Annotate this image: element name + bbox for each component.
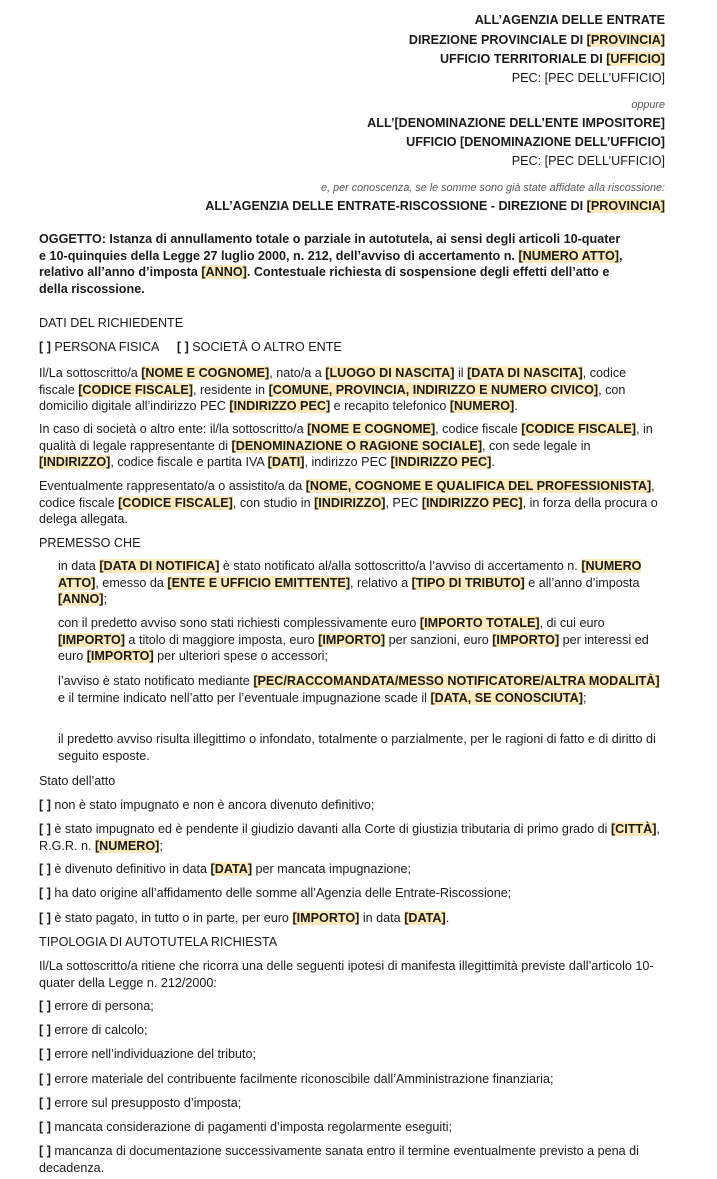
placeholder[interactable]: [ENTE E UFFICIO EMITTENTE]: [167, 575, 351, 590]
placeholder[interactable]: [IMPORTO TOTALE]: [419, 616, 540, 630]
premessa-item-3: l’avviso è stato notificato mediante [PEC/RACCOMANDATA/MESSO NOTIFICATORE/ALTRA MODALITÀ] e il termine indicato nell’atto per l’eventuale impugnazione scade il [DATA, SE CONOSCIUTA];: [58, 674, 660, 705]
placeholder[interactable]: [DENOMINAZIONE O RAGIONE SOCIALE]: [231, 438, 483, 453]
alt-recipient-line-2: UFFICIO [DENOMINAZIONE DELL’UFFICIO]: [406, 135, 665, 149]
placeholder[interactable]: [DATA DI NOTIFICA]: [99, 559, 220, 573]
stato-option-4: [ ] ha dato origine all’affidamento delle somme all’Agenzia delle Entrate-Riscossione;: [39, 886, 512, 900]
placeholder[interactable]: [IMPORTO]: [86, 649, 154, 663]
checkbox[interactable]: [ ]: [39, 862, 51, 876]
checkbox[interactable]: [ ]: [39, 798, 51, 812]
placeholder[interactable]: [DATA DI NASCITA]: [467, 366, 583, 380]
recipient-pec: PEC: [PEC DELL’UFFICIO]: [511, 71, 665, 85]
placeholder[interactable]: [DATA]: [210, 862, 253, 876]
placeholder[interactable]: [INDIRIZZO PEC]: [421, 495, 523, 510]
placeholder[interactable]: [DATI]: [267, 455, 305, 469]
checkbox[interactable]: [ ]: [39, 1047, 51, 1061]
placeholder[interactable]: [NUMERO]: [449, 399, 515, 413]
stato-option-2: [ ] è stato impugnato ed è pendente il giudizio davanti alla Corte di giustizia tributaria di primo grado di [CITTÀ], R.G.R. n. [NUMERO];: [39, 822, 660, 853]
checkbox[interactable]: [ ]: [39, 1096, 51, 1110]
paragraph-professionista: Eventualmente rappresentato/a o assistito/a da [NOME, COGNOME E QUALIFICA DEL PROFESSIONISTA], codice fiscale [CODICE FISCALE], con studio in [INDIRIZZO], PEC [INDIRIZZO PEC], in forza della procura o delega allegata.: [39, 479, 658, 526]
checkbox[interactable]: [ ]: [39, 1120, 51, 1134]
placeholder[interactable]: [TIPO DI TRIBUTO]: [411, 575, 525, 590]
placeholder[interactable]: [NUMERO]: [94, 838, 160, 853]
checkbox[interactable]: [ ]: [39, 1144, 51, 1158]
placeholder[interactable]: [NOME E COGNOME]: [307, 422, 436, 436]
placeholder[interactable]: [CODICE FISCALE]: [521, 422, 637, 436]
recipient-line-1: ALL’AGENZIA DELLE ENTRATE: [474, 13, 665, 27]
placeholder[interactable]: [INDIRIZZO]: [314, 495, 386, 510]
riscossione-recipient: ALL’AGENZIA DELLE ENTRATE-RISCOSSIONE - DIREZIONE DI [PROVINCIA]: [205, 199, 665, 213]
checkbox[interactable]: [ ]: [39, 911, 51, 925]
tipologia-option-6: [ ] mancata considerazione di pagamenti d’imposta regolarmente eseguiti;: [39, 1120, 453, 1134]
alt-recipient-line-1: ALL’[DENOMINAZIONE DELL’ENTE IMPOSITORE]: [367, 116, 665, 130]
placeholder[interactable]: [IMPORTO]: [58, 632, 125, 647]
placeholder-provincia[interactable]: [PROVINCIA]: [586, 33, 665, 47]
placeholder-anno[interactable]: [ANNO]: [201, 265, 247, 279]
placeholder[interactable]: [NOME E COGNOME]: [141, 366, 270, 380]
stato-option-5: [ ] è stato pagato, in tutto o in parte, per euro [IMPORTO] in data [DATA].: [39, 911, 450, 925]
tipologia-option-5: [ ] errore sul presupposto d’imposta;: [39, 1096, 242, 1110]
placeholder[interactable]: [INDIRIZZO PEC]: [229, 399, 331, 413]
stato-option-3: [ ] è divenuto definitivo in data [DATA] per mancata impugnazione;: [39, 862, 411, 876]
placeholder[interactable]: [CODICE FISCALE]: [78, 382, 193, 397]
section-heading-stato: Stato dell’atto: [39, 774, 116, 788]
section-heading-premesso: PREMESSO CHE: [39, 536, 141, 550]
stato-option-1: [ ] non è stato impugnato e non è ancora divenuto definitivo;: [39, 798, 375, 812]
placeholder[interactable]: [CODICE FISCALE]: [118, 495, 233, 510]
checkbox-societa[interactable]: [ ]: [176, 340, 189, 354]
placeholder[interactable]: [IMPORTO]: [492, 632, 560, 647]
recipient-line-2: DIREZIONE PROVINCIALE DI [PROVINCIA]: [408, 33, 665, 47]
checkbox[interactable]: [ ]: [39, 999, 51, 1013]
placeholder[interactable]: [INDIRIZZO]: [39, 455, 111, 469]
oggetto: OGGETTO: Istanza di annullamento totale o parziale in autotutela, ai sensi degli articoli 10-quater e 10-quinquies della Legge 27 luglio 2000, n. 212, dell’avviso di accertamento n. [NUMERO ATTO], relativo all’anno d’imposta [ANNO]. Contestuale richiesta di sospensione degli effetti dell’atto e della riscossione.: [39, 232, 623, 296]
tipologia-intro: Il/La sottoscritto/a ritiene che ricorra una delle seguenti ipotesi di manifesta illegittimità previste dall’articolo 10-quater della Legge n. 212/2000:: [39, 959, 654, 990]
checkbox[interactable]: [ ]: [39, 1023, 51, 1037]
tipologia-option-2: [ ] errore di calcolo;: [39, 1023, 148, 1037]
placeholder[interactable]: [LUOGO DI NASCITA]: [325, 366, 455, 380]
placeholder[interactable]: [PEC/RACCOMANDATA/MESSO NOTIFICATORE/ALTRA MODALITÀ]: [253, 674, 660, 688]
placeholder[interactable]: [IMPORTO]: [318, 632, 386, 647]
tipo-richiedente: [ ] PERSONA FISICA [ ] SOCIETÀ O ALTRO ENTE: [39, 340, 342, 354]
placeholder[interactable]: [CITTÀ]: [610, 822, 657, 836]
premessa-item-1: in data [DATA DI NOTIFICA] è stato notificato al/alla sottoscritto/a l’avviso di accertamento n. [NUMERO ATTO], emesso da [ENTE E UFFICIO EMITTENTE], relativo a [TIPO DI TRIBUTO] e all’anno d’imposta [ANNO];: [58, 559, 642, 606]
placeholder-provincia-riscossione[interactable]: [PROVINCIA]: [586, 199, 665, 213]
oppure-label: oppure: [631, 99, 665, 111]
tipologia-option-1: [ ] errore di persona;: [39, 999, 154, 1013]
recipient-line-3: UFFICIO TERRITORIALE DI [UFFICIO]: [439, 52, 665, 66]
tipologia-option-3: [ ] errore nell’individuazione del tributo;: [39, 1047, 257, 1061]
premessa-item-4: il predetto avviso risulta illegittimo o infondato, totalmente o parzialmente, per le ragioni di fatto e di diritto di seguito esposte.: [58, 732, 656, 763]
section-heading-dati: DATI DEL RICHIEDENTE: [39, 316, 184, 330]
premessa-item-2: con il predetto avviso sono stati richiesti complessivamente euro [IMPORTO TOTALE], di cui euro [IMPORTO] a titolo di maggiore imposta, euro [IMPORTO] per sanzioni, euro [IMPORTO] per interessi ed euro [IMPORTO] per ulteriori spese o accessori;: [58, 616, 649, 663]
tipologia-option-7: [ ] mancanza di documentazione successivamente sanata entro il termine eventualmente previsto a pena di decadenza.: [39, 1144, 639, 1175]
checkbox[interactable]: [ ]: [39, 886, 51, 900]
checkbox[interactable]: [ ]: [39, 822, 51, 836]
placeholder[interactable]: [DATA, SE CONOSCIUTA]: [430, 690, 583, 705]
alt-recipient-pec: PEC: [PEC DELL’UFFICIO]: [511, 154, 665, 168]
cc-note: e, per conoscenza, se le somme sono già state affidate alla riscossione:: [321, 182, 665, 194]
paragraph-persona-fisica: Il/La sottoscritto/a [NOME E COGNOME], nato/a a [LUOGO DI NASCITA] il [DATA DI NASCITA], codice fiscale [CODICE FISCALE], residente in [COMUNE, PROVINCIA, INDIRIZZO E NUMERO CIVICO], con domicilio digitale all’indirizzo PEC [INDIRIZZO PEC] e recapito telefonico [NUMERO].: [39, 366, 627, 413]
checkbox[interactable]: [ ]: [39, 1072, 51, 1086]
placeholder[interactable]: [COMUNE, PROVINCIA, INDIRIZZO E NUMERO CIVICO]: [268, 382, 599, 397]
placeholder[interactable]: [NUMERO ATTO]: [58, 559, 642, 590]
placeholder[interactable]: [INDIRIZZO PEC]: [390, 455, 492, 469]
placeholder-ufficio[interactable]: [UFFICIO]: [606, 52, 665, 66]
paragraph-societa: In caso di società o altro ente: il/la sottoscritto/a [NOME E COGNOME], codice fiscale [CODICE FISCALE], in qualità di legale rappresentante di [DENOMINAZIONE O RAGIONE SOCIALE], con sede legale in [INDIRIZZO], codice fiscale e partita IVA [DATI], indirizzo PEC [INDIRIZZO PEC].: [39, 422, 653, 469]
checkbox-persona-fisica[interactable]: [ ]: [39, 340, 51, 354]
placeholder-numero-atto[interactable]: [NUMERO ATTO]: [518, 248, 619, 263]
placeholder[interactable]: [ANNO]: [58, 592, 104, 606]
placeholder[interactable]: [DATA]: [404, 911, 446, 925]
tipologia-option-4: [ ] errore materiale del contribuente facilmente riconoscibile dall’Amministrazione finanziaria;: [39, 1072, 554, 1086]
placeholder[interactable]: [IMPORTO]: [292, 911, 360, 925]
section-heading-tipologia: TIPOLOGIA DI AUTOTUTELA RICHIESTA: [39, 935, 278, 949]
placeholder[interactable]: [NOME, COGNOME E QUALIFICA DEL PROFESSIONISTA]: [305, 479, 652, 493]
